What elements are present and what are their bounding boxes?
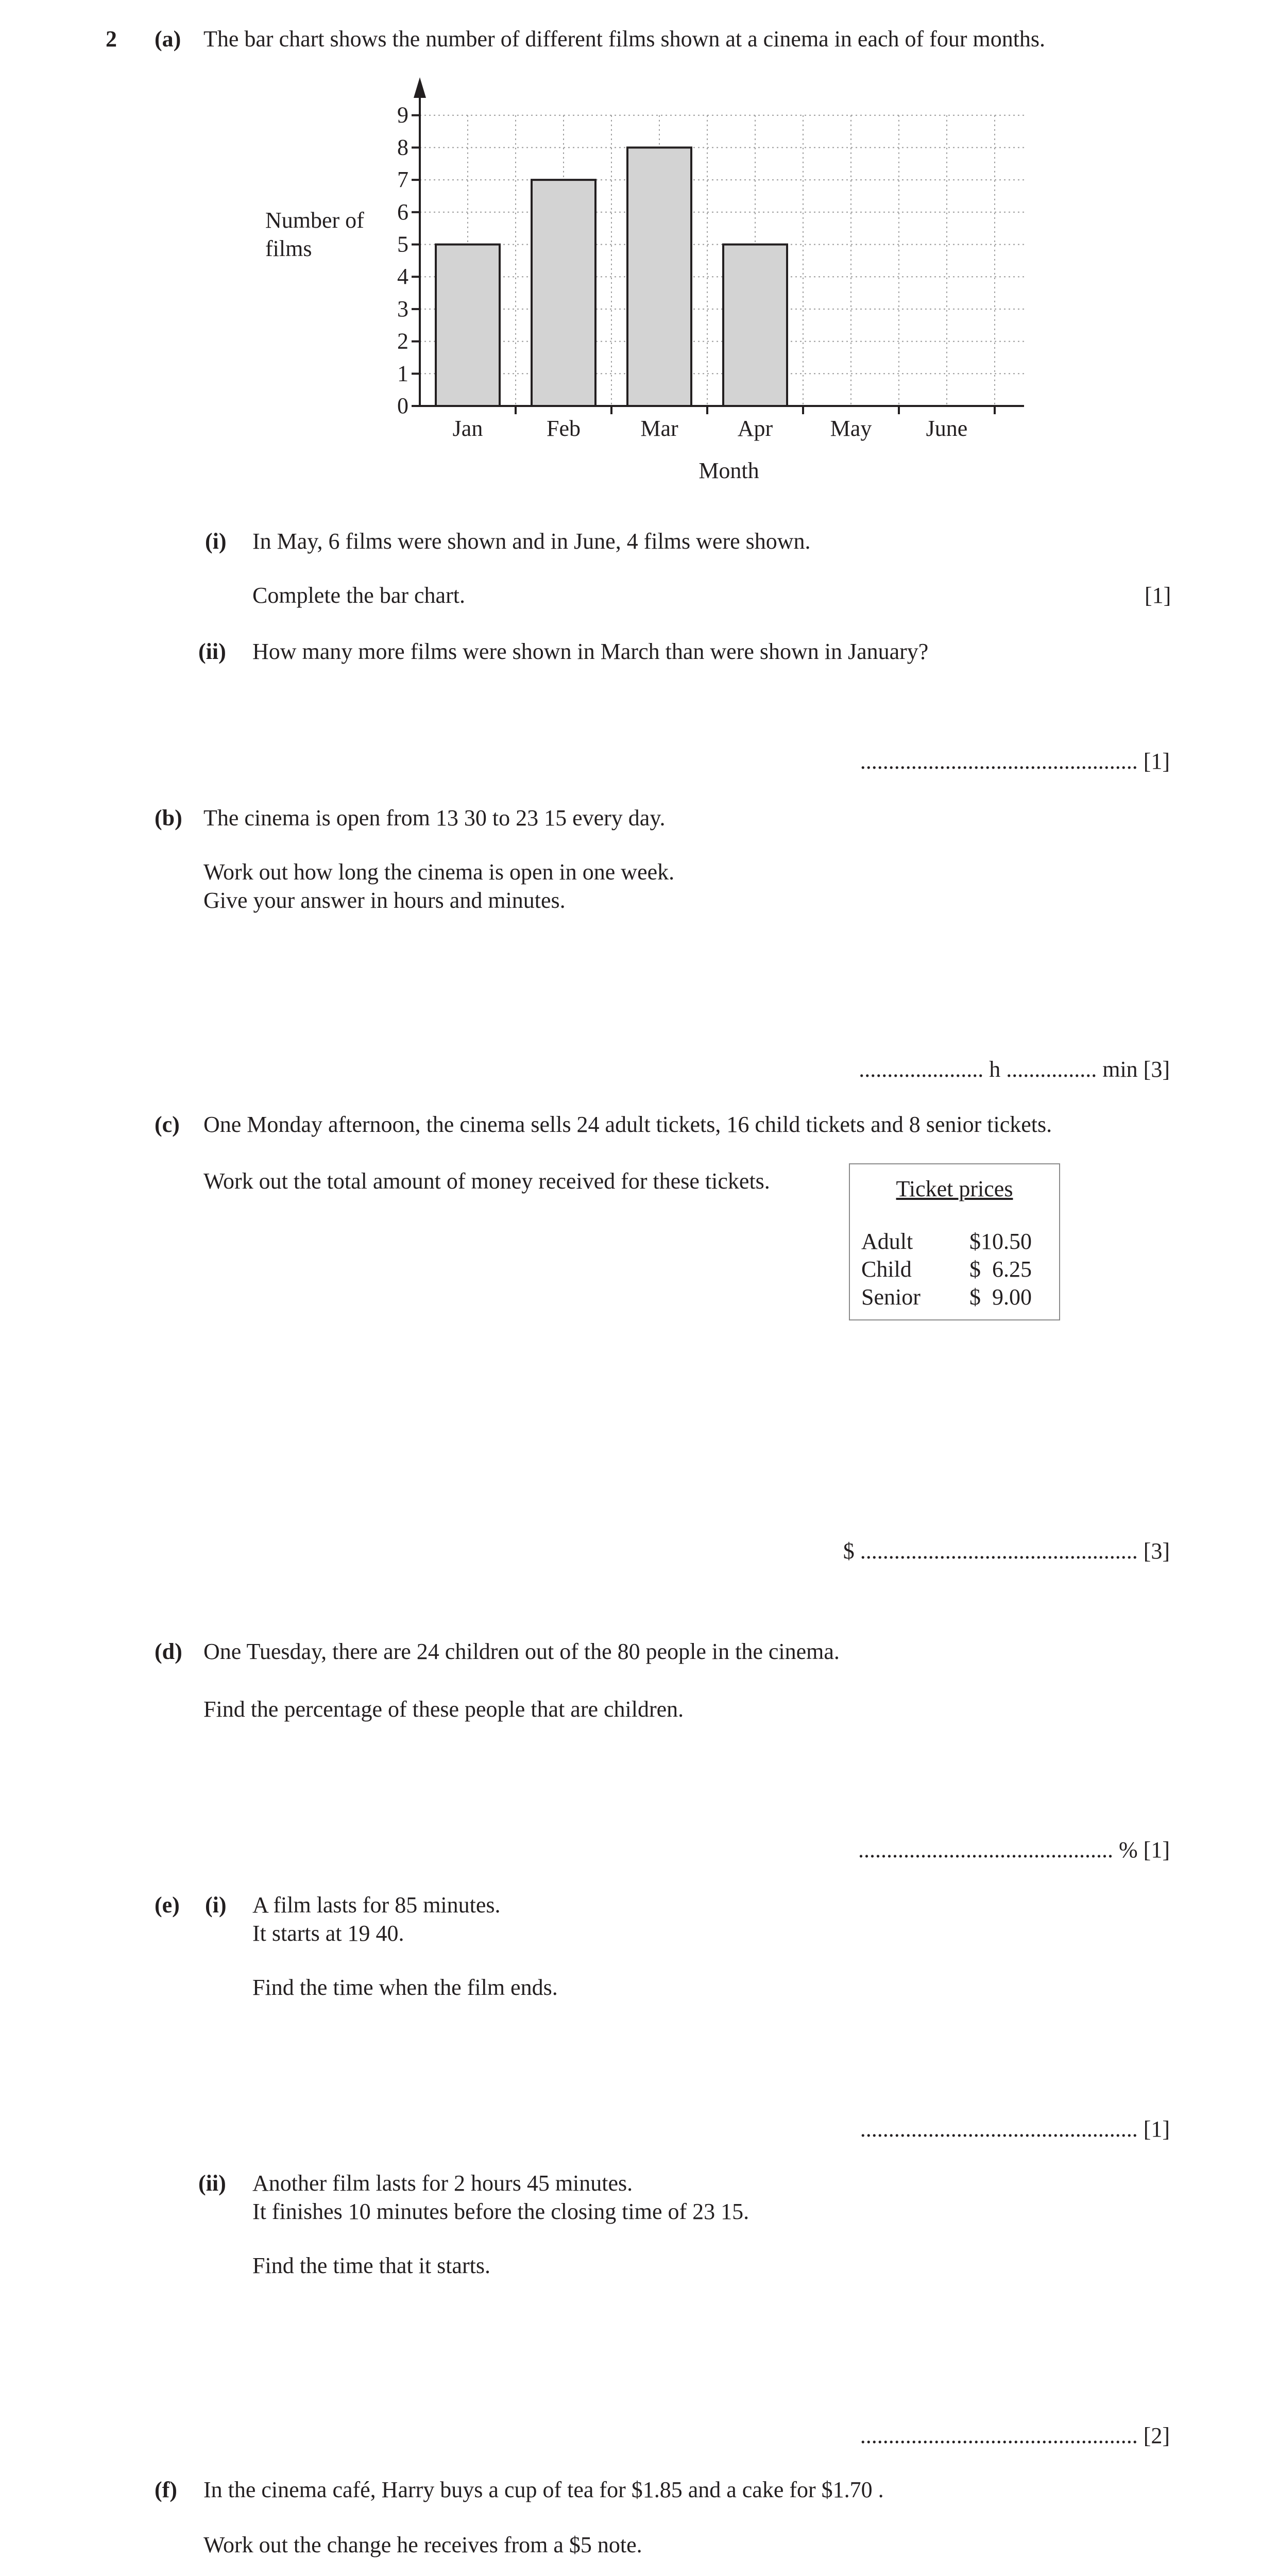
answer-line-c[interactable]: $ ................................................. [3] xyxy=(843,1538,1170,1564)
y-tick-label: 9 xyxy=(397,102,408,128)
bar-jan xyxy=(436,245,500,406)
y-axis-arrow-icon xyxy=(414,77,426,98)
part-a-ii-text: How many more films were shown in March than were shown in January? xyxy=(252,639,929,664)
part-c-line2: Work out the total amount of money received for these tickets. xyxy=(203,1168,770,1194)
y-tick-label: 3 xyxy=(397,296,408,321)
y-axis-title: Number of xyxy=(265,208,364,233)
part-a-i-label: (i) xyxy=(205,529,227,554)
ticket-row-price: $ 9.00 xyxy=(969,1284,1032,1310)
x-axis-title: Month xyxy=(698,458,759,483)
x-tick-label: Apr xyxy=(737,416,773,441)
ticket-prices-title: Ticket prices xyxy=(896,1176,1013,1201)
part-b-line1: The cinema is open from 13 30 to 23 15 every day. xyxy=(203,805,666,831)
part-b-label: (b) xyxy=(155,805,182,831)
x-tick-label: Jan xyxy=(452,416,483,441)
ticket-prices-box xyxy=(849,1163,1060,1320)
answer-line-d[interactable]: ............................................. % [1] xyxy=(858,1837,1170,1862)
part-e-i-line1: A film lasts for 85 minutes. xyxy=(252,1892,501,1918)
part-e-ii-label: (ii) xyxy=(198,2171,226,2196)
x-tick-label: Mar xyxy=(640,416,678,441)
y-tick-label: 8 xyxy=(397,134,408,160)
y-tick-label: 1 xyxy=(397,361,408,386)
ticket-row-name: Senior xyxy=(861,1284,921,1310)
ticket-row-name: Child xyxy=(861,1257,912,1282)
ticket-row-price: $10.50 xyxy=(969,1229,1032,1254)
part-d-line2: Find the percentage of these people that are children. xyxy=(203,1697,684,1722)
part-d-line1: One Tuesday, there are 24 children out of the 80 people in the cinema. xyxy=(203,1639,840,1664)
part-e-i-line2: It starts at 19 40. xyxy=(252,1921,404,1946)
part-f-line2: Work out the change he receives from a $5 note. xyxy=(203,2532,642,2557)
part-a-i-marks: [1] xyxy=(1145,583,1171,608)
ticket-row-adult xyxy=(861,1227,1032,1256)
y-axis-title: films xyxy=(265,236,312,261)
ticket-row-price: $ 6.25 xyxy=(969,1257,1032,1282)
part-a-i-line2: Complete the bar chart. xyxy=(252,583,465,608)
part-e-i-label: (i) xyxy=(205,1892,227,1918)
x-tick-label: June xyxy=(926,416,968,441)
ticket-row-senior xyxy=(861,1283,1032,1311)
answer-line-e-i[interactable]: ................................................. [1] xyxy=(860,2116,1170,2142)
part-b-line3: Give your answer in hours and minutes. xyxy=(203,888,566,913)
part-e-ii-line3: Find the time that it starts. xyxy=(252,2253,490,2278)
x-tick-label: May xyxy=(830,416,872,441)
question-number: 2 xyxy=(106,26,117,52)
part-a-label: (a) xyxy=(155,26,181,52)
bar-chart xyxy=(0,0,1278,505)
part-f-label: (f) xyxy=(155,2477,177,2502)
y-tick-label: 7 xyxy=(397,167,408,193)
part-e-i-line3: Find the time when the film ends. xyxy=(252,1975,558,2000)
part-e-label: (e) xyxy=(155,1892,180,1918)
part-d-label: (d) xyxy=(155,1639,182,1664)
y-tick-label: 4 xyxy=(397,264,408,290)
ticket-row-child xyxy=(861,1255,1032,1283)
x-tick-label: Feb xyxy=(547,416,581,441)
part-a-i-line1: In May, 6 films were shown and in June, 4 films were shown. xyxy=(252,529,811,554)
part-f-line1: In the cinema café, Harry buys a cup of tea for $1.85 and a cake for $1.70 . xyxy=(203,2477,884,2502)
part-e-ii-line2: It finishes 10 minutes before the closing time of 23 15. xyxy=(252,2199,749,2224)
part-c-label: (c) xyxy=(155,1112,180,1137)
part-c-line1: One Monday afternoon, the cinema sells 24 adult tickets, 16 child tickets and 8 senior tickets. xyxy=(203,1112,1052,1137)
y-tick-label: 0 xyxy=(397,393,408,418)
y-tick-label: 5 xyxy=(397,231,408,257)
y-tick-label: 2 xyxy=(397,328,408,354)
ticket-row-name: Adult xyxy=(861,1229,913,1254)
part-a-ii-label: (ii) xyxy=(198,639,226,664)
bar-mar xyxy=(627,147,691,406)
bar-feb xyxy=(532,180,595,406)
y-tick-label: 6 xyxy=(397,199,408,225)
answer-line-b[interactable]: ...................... h ................ min [3] xyxy=(859,1057,1170,1082)
answer-line-a-ii[interactable]: ................................................. [1] xyxy=(860,749,1170,774)
part-a-intro: The bar chart shows the number of different films shown at a cinema in each of four months. xyxy=(203,26,1046,52)
answer-line-e-ii[interactable]: ................................................. [2] xyxy=(860,2423,1170,2448)
part-b-line2: Work out how long the cinema is open in one week. xyxy=(203,859,675,885)
bar-apr xyxy=(723,245,787,406)
part-e-ii-line1: Another film lasts for 2 hours 45 minutes. xyxy=(252,2171,633,2196)
